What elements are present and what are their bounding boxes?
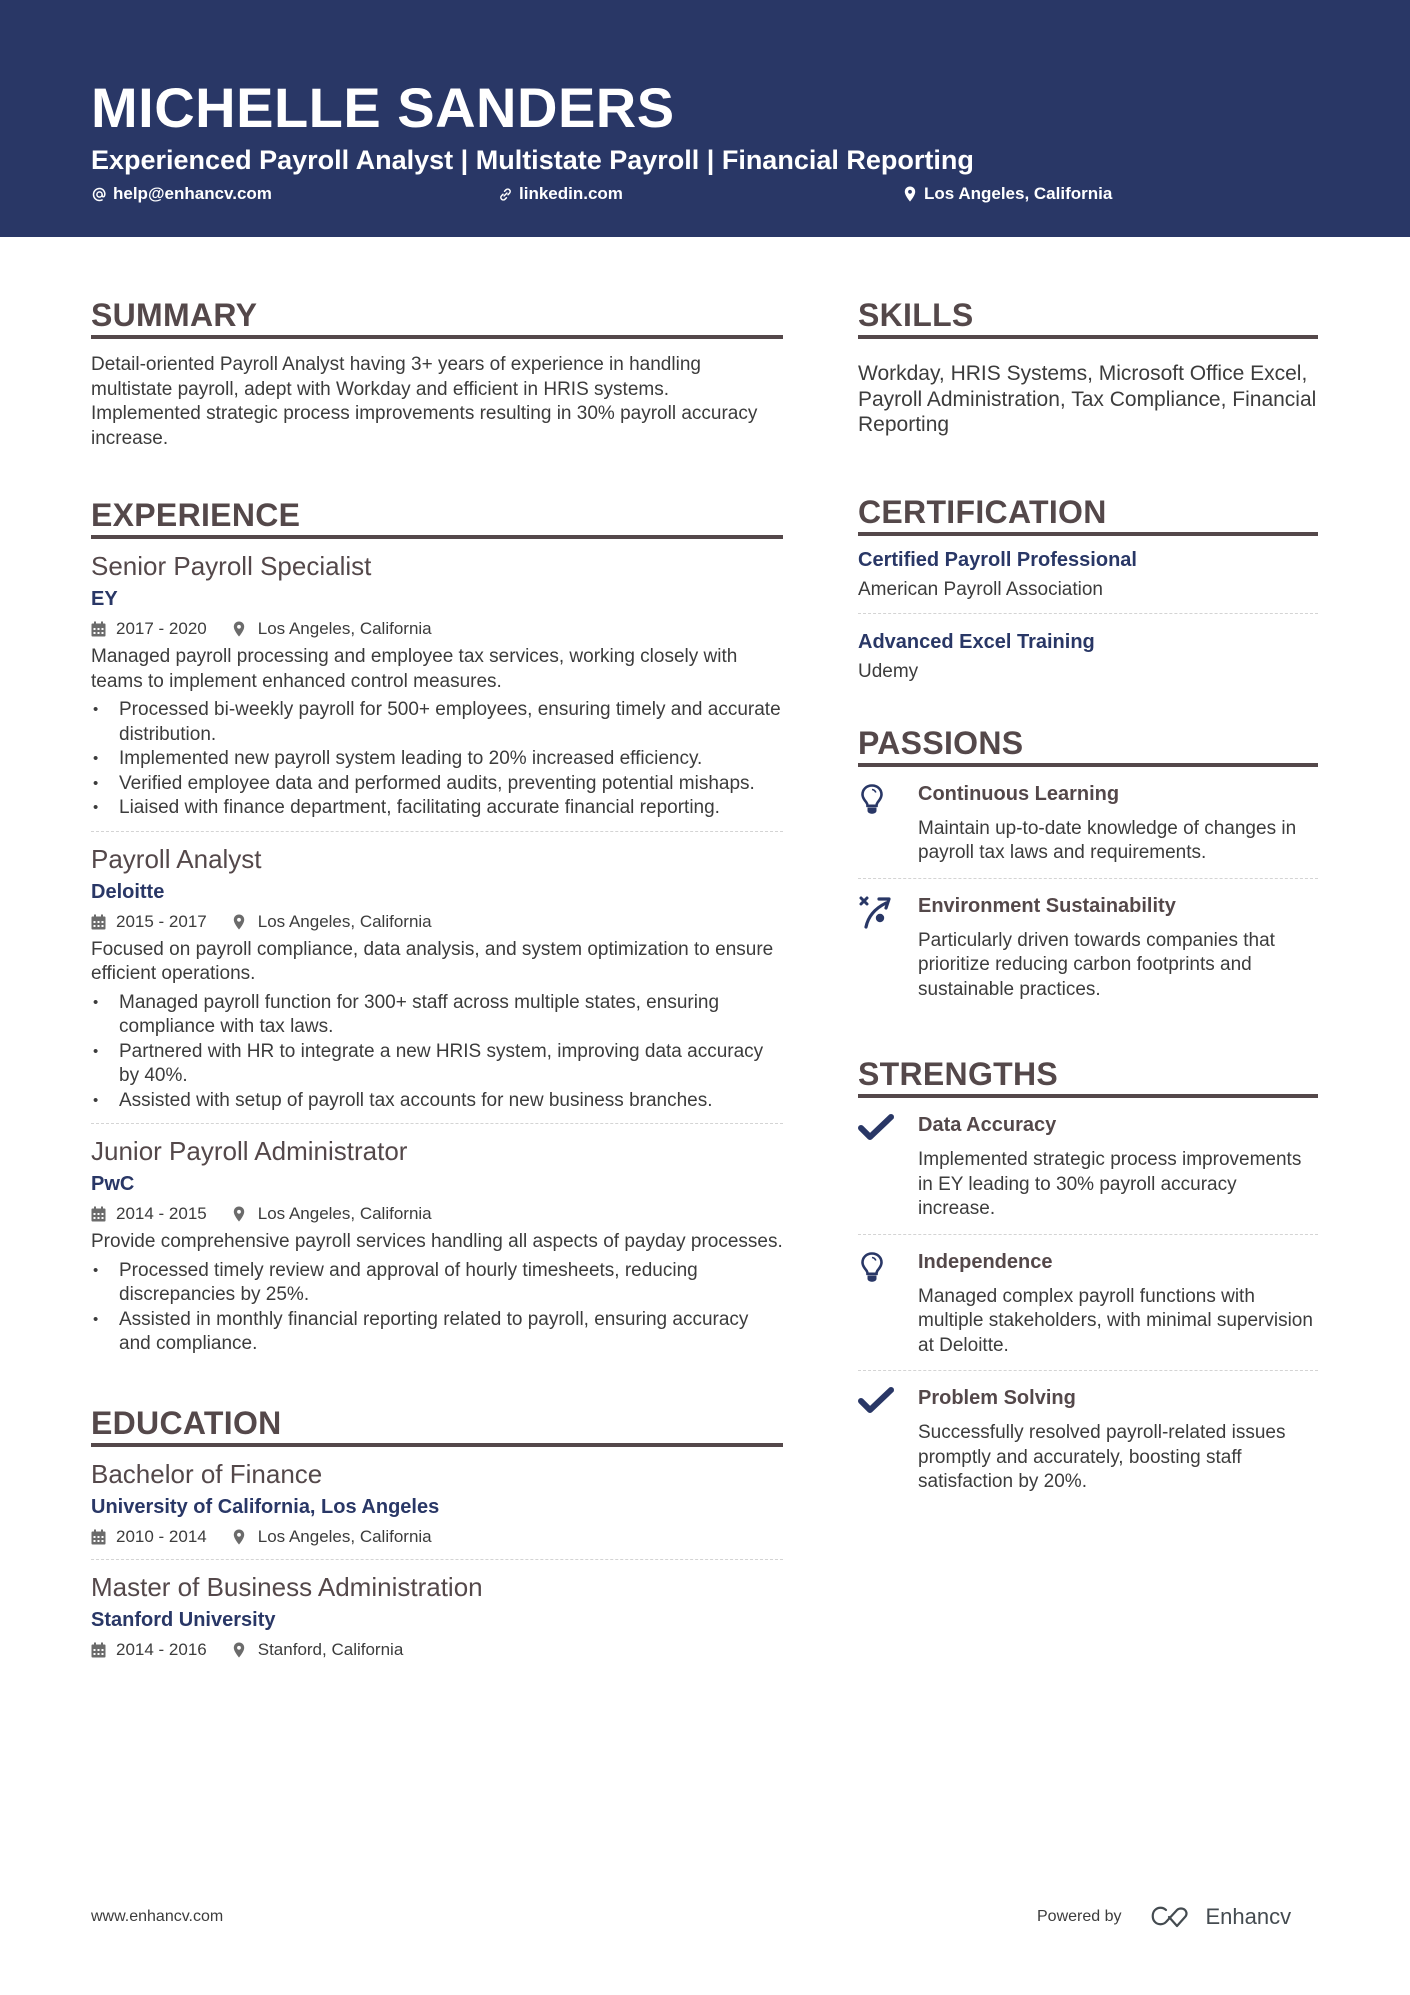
- calendar-icon: [91, 913, 107, 931]
- checkmark-icon: [858, 1385, 918, 1495]
- email-text: help@enhancv.com: [113, 184, 272, 203]
- calendar-icon: [91, 1641, 107, 1659]
- strength-entry: [858, 1098, 1318, 1234]
- section-title: CERTIFICATION: [858, 492, 1318, 536]
- strength-title: Problem Solving: [918, 1387, 1076, 1409]
- passion-description: Particularly driven towards companies that prioritize reducing carbon footprints and sustainable practices.: [918, 929, 1275, 1000]
- bullet: • Liaised with finance department, facilitating accurate financial reporting.: [91, 796, 783, 821]
- job-bullets: [91, 1259, 783, 1357]
- footer-website[interactable]: www.enhancv.com: [91, 1908, 224, 1925]
- job-dates: 2014 - 2015: [116, 1204, 207, 1223]
- strength-description: Managed complex payroll functions with multiple stakeholders, with minimal supervision at Deloitte.: [918, 1285, 1313, 1356]
- footer-branding[interactable]: [1037, 1904, 1291, 1930]
- summary-section: [91, 295, 783, 451]
- degree: Bachelor of Finance: [91, 1458, 323, 1489]
- experience-section: [91, 495, 783, 1367]
- skills-section: [858, 295, 1318, 438]
- school-name: Stanford University: [91, 1608, 276, 1631]
- job-meta: [91, 910, 783, 934]
- passions-section: [858, 723, 1318, 1015]
- certification-issuer: Udemy: [858, 660, 919, 682]
- job-dates: 2017 - 2020: [116, 619, 207, 638]
- education-meta: [91, 1525, 783, 1549]
- section-title: EDUCATION: [91, 1403, 783, 1447]
- section-title: STRENGTHS: [858, 1054, 1318, 1098]
- job-meta: [91, 617, 783, 641]
- contact-linkedin[interactable]: [497, 183, 623, 205]
- job-location-text: Los Angeles, California: [257, 619, 432, 638]
- job-location-text: Los Angeles, California: [257, 911, 432, 931]
- passion-description: Maintain up-to-date knowledge of changes in payroll tax laws and requirements.: [918, 817, 1297, 863]
- strength-description: Implemented strategic process improvements in EY leading to 30% payroll accuracy increase.: [918, 1149, 1302, 1219]
- job-location-text: Los Angeles, California: [257, 1204, 432, 1223]
- enhancv-logo-icon: [1148, 1904, 1194, 1930]
- certification-entry: [858, 613, 1318, 695]
- job-location: [233, 617, 432, 641]
- location-text: Los Angeles, California: [924, 184, 1113, 203]
- school-name: University of California, Los Angeles: [91, 1495, 440, 1518]
- left-column: [91, 295, 783, 1716]
- certification-name: Advanced Excel Training: [858, 630, 1095, 653]
- experience-entry: [91, 539, 783, 831]
- passion-body: [918, 781, 1318, 866]
- at-icon: [91, 185, 107, 203]
- education-location-text: Stanford, California: [257, 1639, 404, 1659]
- education-location-text: Los Angeles, California: [257, 1526, 432, 1546]
- checkmark-icon: [858, 1112, 918, 1222]
- job-location: [233, 1202, 432, 1226]
- certification-name: Certified Payroll Professional: [858, 548, 1137, 571]
- company-name: EY: [91, 588, 118, 610]
- strength-body: [918, 1249, 1318, 1359]
- map-pin-icon: [233, 620, 249, 638]
- strength-title: Independence: [918, 1250, 1053, 1273]
- calendar-icon: [91, 1205, 107, 1223]
- map-pin-icon: [902, 185, 918, 203]
- right-column: [858, 295, 1318, 1551]
- strength-entry: [858, 1370, 1318, 1507]
- job-description: Focused on payroll compliance, data analysis, and system optimization to ensure efficient operations.: [91, 938, 774, 984]
- education-location: [233, 1638, 404, 1662]
- job-dates: 2015 - 2017: [116, 911, 207, 931]
- passion-entry: [858, 878, 1318, 1015]
- lightbulb-icon: [858, 1249, 918, 1359]
- bullet: • Processed bi-weekly payroll for 500+ employees, ensuring timely and accurate distribution.: [91, 698, 783, 747]
- bullet: • Implemented new payroll system leading to 20% increased efficiency.: [91, 747, 783, 772]
- map-pin-icon: [233, 913, 249, 931]
- strength-entry: [858, 1234, 1318, 1371]
- job-title: Payroll Analyst: [91, 843, 262, 874]
- strategy-icon: [858, 893, 918, 1003]
- job-bullets: [91, 698, 783, 821]
- bullet: • Managed payroll function for 300+ staff across multiple states, ensuring compliance with tax laws.: [91, 991, 783, 1040]
- contact-email[interactable]: [91, 183, 272, 205]
- job-title: Junior Payroll Administrator: [91, 1136, 408, 1166]
- company-name: Deloitte: [91, 880, 165, 903]
- passion-title: Environment Sustainability: [918, 894, 1176, 917]
- bullet: • Assisted in monthly financial reporting related to payroll, ensuring accuracy and compliance.: [91, 1308, 783, 1357]
- section-title: SUMMARY: [91, 295, 783, 339]
- job-location: [233, 910, 432, 934]
- job-bullets: [91, 991, 783, 1114]
- section-title: EXPERIENCE: [91, 495, 783, 539]
- calendar-icon: [91, 1528, 107, 1546]
- powered-by-label: Powered by: [1037, 1908, 1122, 1925]
- education-section: [91, 1403, 783, 1672]
- candidate-name: MICHELLE SANDERS: [91, 76, 675, 139]
- education-dates: 2014 - 2016: [116, 1639, 207, 1659]
- skills-text: Workday, HRIS Systems, Microsoft Office Excel, Payroll Administration, Tax Compliance, Financial Reporting: [858, 362, 1317, 436]
- map-pin-icon: [233, 1205, 249, 1223]
- passion-body: [918, 893, 1318, 1003]
- experience-entry: [91, 831, 783, 1124]
- certification-section: [858, 492, 1318, 695]
- lightbulb-icon: [858, 781, 918, 866]
- education-meta: [91, 1638, 783, 1662]
- strengths-section: [858, 1054, 1318, 1507]
- strength-title: Data Accuracy: [918, 1114, 1057, 1136]
- bullet: • Verified employee data and performed audits, preventing potential mishaps.: [91, 772, 783, 797]
- section-title: PASSIONS: [858, 723, 1318, 767]
- bullet: • Processed timely review and approval of hourly timesheets, reducing discrepancies by 25%.: [91, 1259, 783, 1308]
- education-entry: [91, 1559, 783, 1672]
- strength-body: [918, 1385, 1318, 1495]
- strength-body: [918, 1112, 1318, 1222]
- linkedin-text: linkedin.com: [519, 184, 623, 203]
- section-title: SKILLS: [858, 295, 1318, 339]
- certification-issuer: American Payroll Association: [858, 578, 1103, 600]
- job-description: Managed payroll processing and employee tax services, working closely with teams to implement enhanced control measures.: [91, 646, 738, 692]
- calendar-icon: [91, 620, 107, 638]
- bullet: • Partnered with HR to integrate a new HRIS system, improving data accuracy by 40%.: [91, 1040, 783, 1089]
- experience-entry: [91, 1123, 783, 1367]
- education-dates: 2010 - 2014: [116, 1526, 207, 1546]
- certification-entry: [858, 536, 1318, 613]
- job-meta: [91, 1202, 783, 1226]
- link-icon: [497, 185, 513, 203]
- degree: Master of Business Administration: [91, 1571, 483, 1602]
- education-entry: [91, 1447, 783, 1559]
- strength-description: Successfully resolved payroll-related issues promptly and accurately, boosting staff satisfaction by 20%.: [918, 1422, 1286, 1492]
- bullet: • Assisted with setup of payroll tax accounts for new business branches.: [91, 1089, 783, 1114]
- summary-text: Detail-oriented Payroll Analyst having 3+ years of experience in handling multistate payroll, adept with Workday and efficient in HRIS systems. Implemented strategic process improvements resulting in 30% payroll accuracy increase.: [91, 354, 758, 449]
- passion-title: Continuous Learning: [918, 782, 1120, 805]
- education-location: [233, 1525, 432, 1549]
- job-title: Senior Payroll Specialist: [91, 551, 372, 581]
- map-pin-icon: [233, 1528, 249, 1546]
- passion-entry: [858, 767, 1318, 878]
- company-name: PwC: [91, 1173, 135, 1195]
- candidate-headline: Experienced Payroll Analyst | Multistate Payroll | Financial Reporting: [91, 145, 974, 175]
- contact-location: [902, 183, 1112, 205]
- brand-name: Enhancv: [1205, 1904, 1292, 1929]
- resume-header: [0, 0, 1410, 237]
- map-pin-icon: [233, 1641, 249, 1659]
- job-description: Provide comprehensive payroll services handling all aspects of payday processes.: [91, 1231, 783, 1252]
